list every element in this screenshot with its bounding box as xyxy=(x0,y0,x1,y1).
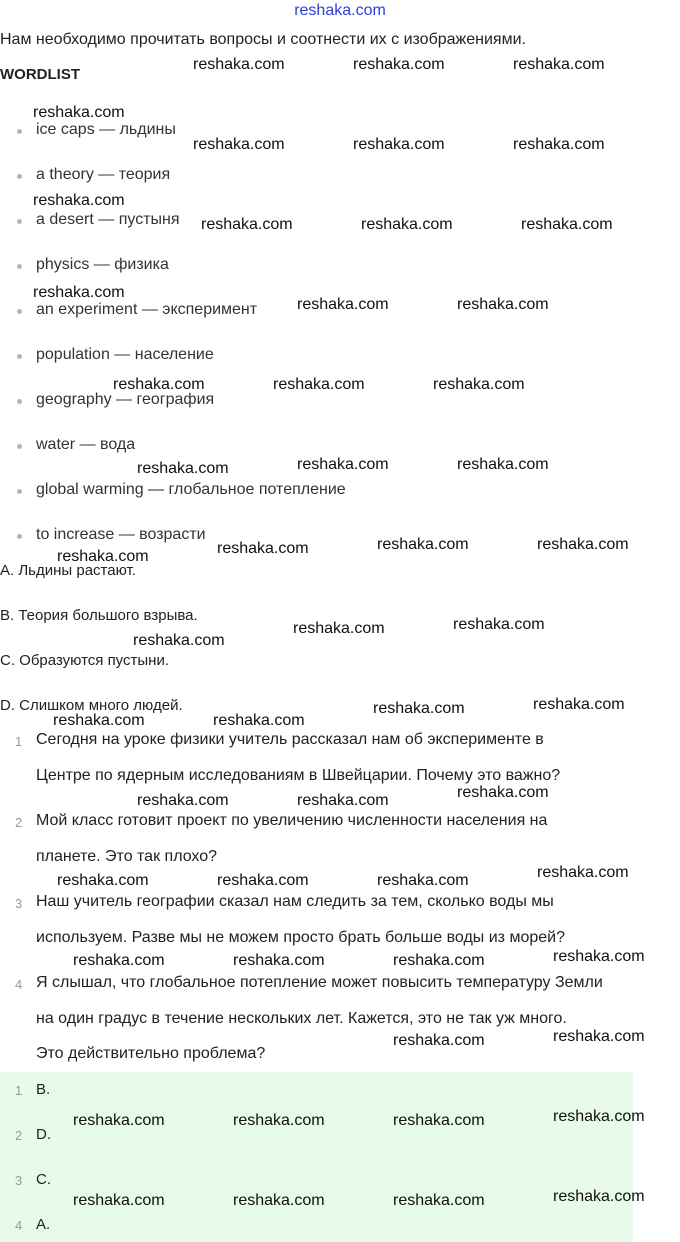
watermark: reshaka.com xyxy=(33,284,125,301)
bullet-icon xyxy=(17,309,22,314)
wordlist-item: physics — физика xyxy=(36,256,169,273)
watermark: reshaka.com xyxy=(393,952,485,969)
option-b: B. Теория большого взрыва. xyxy=(0,607,198,624)
question-line: на один градус в течение нескольких лет. Кажется, это не так уж много. xyxy=(36,1010,567,1027)
watermark: reshaka.com xyxy=(457,456,549,473)
watermark: reshaka.com xyxy=(217,872,309,889)
watermark: reshaka.com xyxy=(33,192,125,209)
watermark: reshaka.com xyxy=(233,1112,325,1129)
watermark: reshaka.com xyxy=(297,792,389,809)
question-line: Наш учитель географии сказал нам следить за тем, сколько воды мы xyxy=(36,893,554,910)
watermark: reshaka.com xyxy=(217,540,309,557)
watermark: reshaka.com xyxy=(297,296,389,313)
watermark: reshaka.com xyxy=(361,216,453,233)
question-line: Мой класс готовит проект по увеличению численности населения на xyxy=(36,812,548,829)
watermark: reshaka.com xyxy=(233,1192,325,1209)
wordlist-item: population — население xyxy=(36,346,214,363)
question-line: используем. Разве мы не можем просто брать больше воды из морей? xyxy=(36,929,565,946)
watermark: reshaka.com xyxy=(433,376,525,393)
wordlist-item: geography — география xyxy=(36,391,215,408)
answer-value: D. xyxy=(36,1126,51,1143)
answer-value: A. xyxy=(36,1216,51,1233)
bullet-icon xyxy=(17,399,22,404)
watermark: reshaka.com xyxy=(377,536,469,553)
answer-number: 4 xyxy=(15,1218,23,1233)
wordlist-item: a desert — пустыня xyxy=(36,211,180,228)
wordlist-item: ice caps — льдины xyxy=(36,121,176,138)
bullet-icon xyxy=(17,174,22,179)
watermark: reshaka.com xyxy=(57,548,149,565)
watermark: reshaka.com xyxy=(73,1192,165,1209)
watermark: reshaka.com xyxy=(377,872,469,889)
answer-number: 3 xyxy=(15,1173,23,1188)
watermark: reshaka.com xyxy=(393,1192,485,1209)
question-line: Я слышал, что глобальное потепление может повысить температуру Земли xyxy=(36,974,603,991)
watermark: reshaka.com xyxy=(453,616,545,633)
option-d: D. Слишком много людей. xyxy=(0,697,183,714)
watermark: reshaka.com xyxy=(297,456,389,473)
question-number: 4 xyxy=(15,977,23,992)
watermark: reshaka.com xyxy=(353,56,445,73)
question-number: 2 xyxy=(15,815,23,830)
watermark: reshaka.com xyxy=(513,136,605,153)
question-line: Центре по ядерным исследованиям в Швейцарии. Почему это важно? xyxy=(36,767,561,784)
watermark: reshaka.com xyxy=(137,460,229,477)
watermark: reshaka.com xyxy=(201,216,293,233)
watermark: reshaka.com xyxy=(57,872,149,889)
question-line: Это действительно проблема? xyxy=(36,1045,266,1062)
watermark: reshaka.com xyxy=(457,296,549,313)
bullet-icon xyxy=(17,264,22,269)
watermark: reshaka.com xyxy=(193,56,285,73)
watermark: reshaka.com xyxy=(513,56,605,73)
watermark: reshaka.com xyxy=(373,700,465,717)
question-number: 3 xyxy=(15,896,23,911)
bullet-icon xyxy=(17,219,22,224)
watermark: reshaka.com xyxy=(73,952,165,969)
site-link[interactable]: reshaka.com xyxy=(294,2,386,19)
wordlist-item: global warming — глобальное потепление xyxy=(36,481,346,498)
wordlist-item: a theory — теория xyxy=(36,166,171,183)
question-line: Сегодня на уроке физики учитель рассказал нам об эксперименте в xyxy=(36,731,544,748)
watermark: reshaka.com xyxy=(293,620,385,637)
wordlist-title: WORDLIST xyxy=(0,66,80,83)
watermark: reshaka.com xyxy=(273,376,365,393)
watermark: reshaka.com xyxy=(537,864,629,881)
answer-value: B. xyxy=(36,1081,51,1098)
watermark: reshaka.com xyxy=(133,632,225,649)
watermark: reshaka.com xyxy=(233,952,325,969)
watermark: reshaka.com xyxy=(393,1112,485,1129)
watermark: reshaka.com xyxy=(553,1028,645,1045)
bullet-icon xyxy=(17,444,22,449)
wordlist-item: to increase — возрасти xyxy=(36,526,206,543)
question-line: планете. Это так плохо? xyxy=(36,848,218,865)
answer-number: 1 xyxy=(15,1083,23,1098)
watermark: reshaka.com xyxy=(457,784,549,801)
watermark: reshaka.com xyxy=(537,536,629,553)
option-c: C. Образуются пустыни. xyxy=(0,652,169,669)
watermark: reshaka.com xyxy=(137,792,229,809)
watermark: reshaka.com xyxy=(553,1108,645,1125)
wordlist-item: water — вода xyxy=(36,436,136,453)
watermark: reshaka.com xyxy=(113,376,205,393)
bullet-icon xyxy=(17,534,22,539)
watermark: reshaka.com xyxy=(553,1188,645,1205)
question-number: 1 xyxy=(15,734,23,749)
bullet-icon xyxy=(17,489,22,494)
option-a: A. Льдины растают. xyxy=(0,562,136,579)
watermark: reshaka.com xyxy=(33,104,125,121)
watermark: reshaka.com xyxy=(393,1032,485,1049)
watermark: reshaka.com xyxy=(193,136,285,153)
bullet-icon xyxy=(17,354,22,359)
bullet-icon xyxy=(17,129,22,134)
watermark: reshaka.com xyxy=(353,136,445,153)
intro-text: Нам необходимо прочитать вопросы и соотнести их с изображениями. xyxy=(0,31,526,48)
watermark: reshaka.com xyxy=(553,948,645,965)
watermark: reshaka.com xyxy=(53,712,145,729)
answer-number: 2 xyxy=(15,1128,23,1143)
answer-value: C. xyxy=(36,1171,51,1188)
wordlist-item: an experiment — эксперимент xyxy=(36,301,258,318)
watermark: reshaka.com xyxy=(213,712,305,729)
watermark: reshaka.com xyxy=(521,216,613,233)
watermark: reshaka.com xyxy=(73,1112,165,1129)
answers-box xyxy=(0,1072,633,1242)
watermark: reshaka.com xyxy=(533,696,625,713)
